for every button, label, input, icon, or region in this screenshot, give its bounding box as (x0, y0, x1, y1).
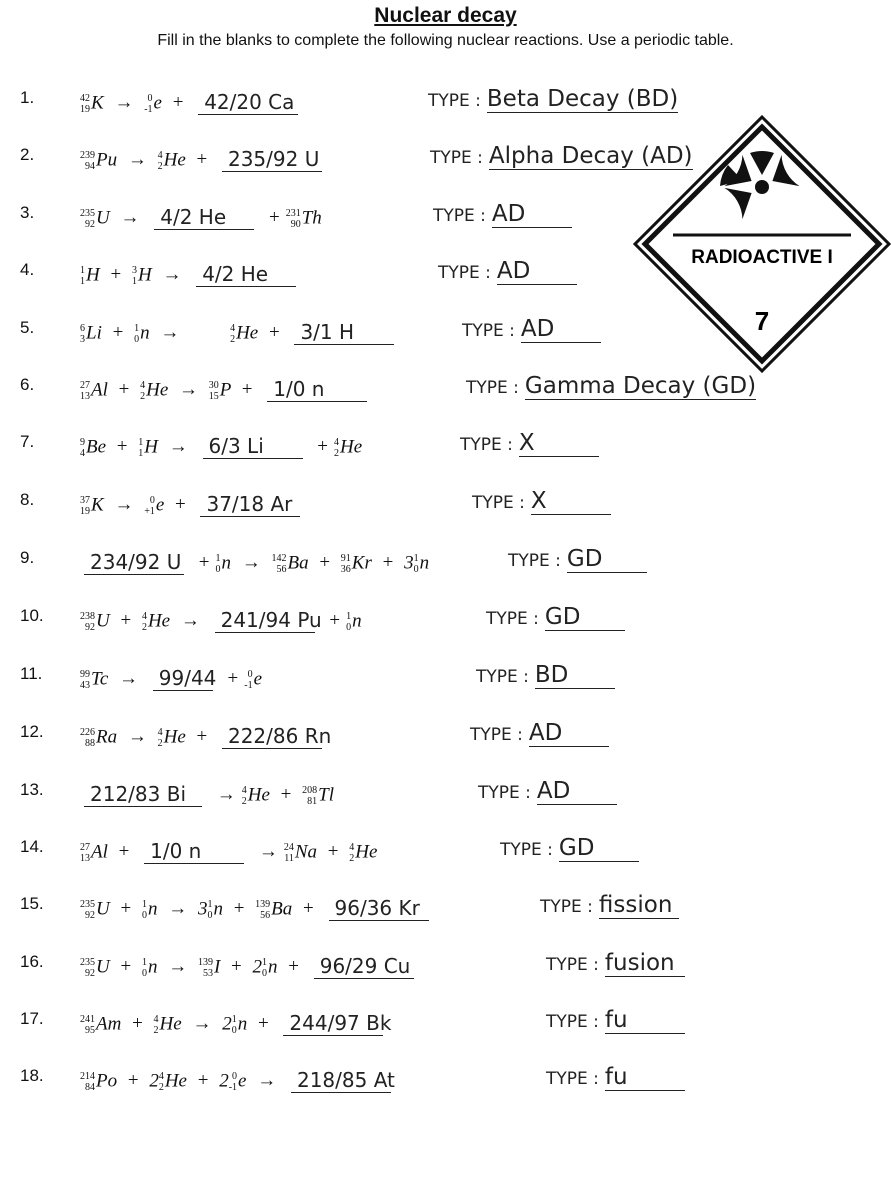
answer-blank[interactable]: 4/2 He (154, 199, 254, 230)
reaction-row: 16. 235 92 U + 1 0 n → 139 53 I + 2 1 0 n + 96/29 Cu TYPE : fusion (0, 942, 891, 982)
worksheet-title: Nuclear decay (374, 4, 517, 27)
reaction-row: 7. 9 4 Be + 1 1 H → 6/3 Li + 4 2 He TYPE : X (0, 422, 891, 462)
reaction-row: 10. 238 92 U + 4 2 He → 241/94 Pu + 1 0 n TYPE : GD (0, 596, 891, 636)
answer-blank[interactable]: 1/0 n (267, 371, 367, 402)
reaction-row: 3. 235 92 U → 4/2 He + 231 90 Th TYPE : AD (0, 193, 891, 233)
answer-blank[interactable]: 212/83 Bi (84, 776, 202, 807)
reaction-row: 1. 42 19 K → 0 -1 e + 42/20 Ca TYPE : Beta Decay (BD) (20, 86, 679, 115)
answer-blank[interactable]: 99/44 (153, 660, 213, 691)
reaction-row: 6. 27 13 Al + 4 2 He → 30 15 P + 1/0 n TYPE : Gamma Decay (GD) (20, 373, 757, 402)
answer-blank[interactable]: 1/0 n (144, 833, 244, 864)
answer-blank[interactable]: 3/1 H (294, 314, 394, 345)
reaction-row: 9. 234/92 U + 1 0 n → 142 56 Ba + 91 36 Kr + 3 1 0 n TYPE : GD (0, 538, 891, 578)
reaction-row: 5. 6 3 Li + 1 0 n → 4 2 He + 3/1 H TYPE : AD (0, 308, 891, 348)
reaction-row: 13. 212/83 Bi → 4 2 He + 208 81 Tl TYPE : AD (0, 770, 891, 810)
answer-blank[interactable]: 96/36 Kr (329, 890, 429, 921)
reaction-row: 15. 235 92 U + 1 0 n → 3 1 0 n + 139 56 Ba + 96/36 Kr TYPE : fission (0, 884, 891, 924)
answer-blank[interactable]: 234/92 U (84, 544, 184, 575)
sign-class-number: 7 (754, 306, 770, 336)
answer-blank[interactable]: 4/2 He (196, 256, 296, 287)
reaction-row: 2. 239 94 Pu → 4 2 He + 235/92 U TYPE : Alpha Decay (AD) (20, 143, 693, 172)
answer-blank[interactable]: 96/29 Cu (314, 948, 414, 979)
answer-blank[interactable]: 37/18 Ar (200, 486, 300, 517)
reaction-row: 12. 226 88 Ra → 4 2 He + 222/86 Rn TYPE : AD (0, 712, 891, 752)
answer-blank[interactable]: 222/86 Rn (222, 718, 322, 749)
equation: 42 19 K → 0 -1 e + 42/20 Ca (80, 84, 302, 115)
reaction-row: 18. 214 84 Po + 2 4 2 He + 2 0 -1 e → 218/85 At TYPE : fu (0, 1056, 891, 1096)
answer-blank[interactable]: 218/85 At (291, 1062, 391, 1093)
reaction-row: 11. 99 43 Tc → 99/44 + 0 -1 e TYPE : BD (0, 654, 891, 694)
answer-blank[interactable]: 6/3 Li (203, 428, 303, 459)
reaction-row: 14. 27 13 Al + 1/0 n → 24 11 Na + 4 2 He TYPE : GD (0, 827, 891, 867)
answer-blank[interactable]: 235/92 U (222, 141, 322, 172)
reaction-row: 8. 37 19 K → 0 +1 e + 37/18 Ar TYPE : X (0, 480, 891, 520)
reaction-row: 4. 1 1 H + 3 1 H → 4/2 He TYPE : AD (0, 250, 891, 290)
answer-blank[interactable]: 42/20 Ca (198, 84, 298, 115)
worksheet-instructions: Fill in the blanks to complete the following nuclear reactions. Use a periodic table. (157, 32, 734, 49)
answer-blank[interactable]: 244/97 Bk (283, 1005, 383, 1036)
answer-blank[interactable]: 241/94 Pu (215, 602, 315, 633)
reaction-row: 17. 241 95 Am + 4 2 He → 2 1 0 n + 244/97 Bk TYPE : fu (0, 999, 891, 1039)
sign-label: RADIOACTIVE I (691, 247, 833, 268)
